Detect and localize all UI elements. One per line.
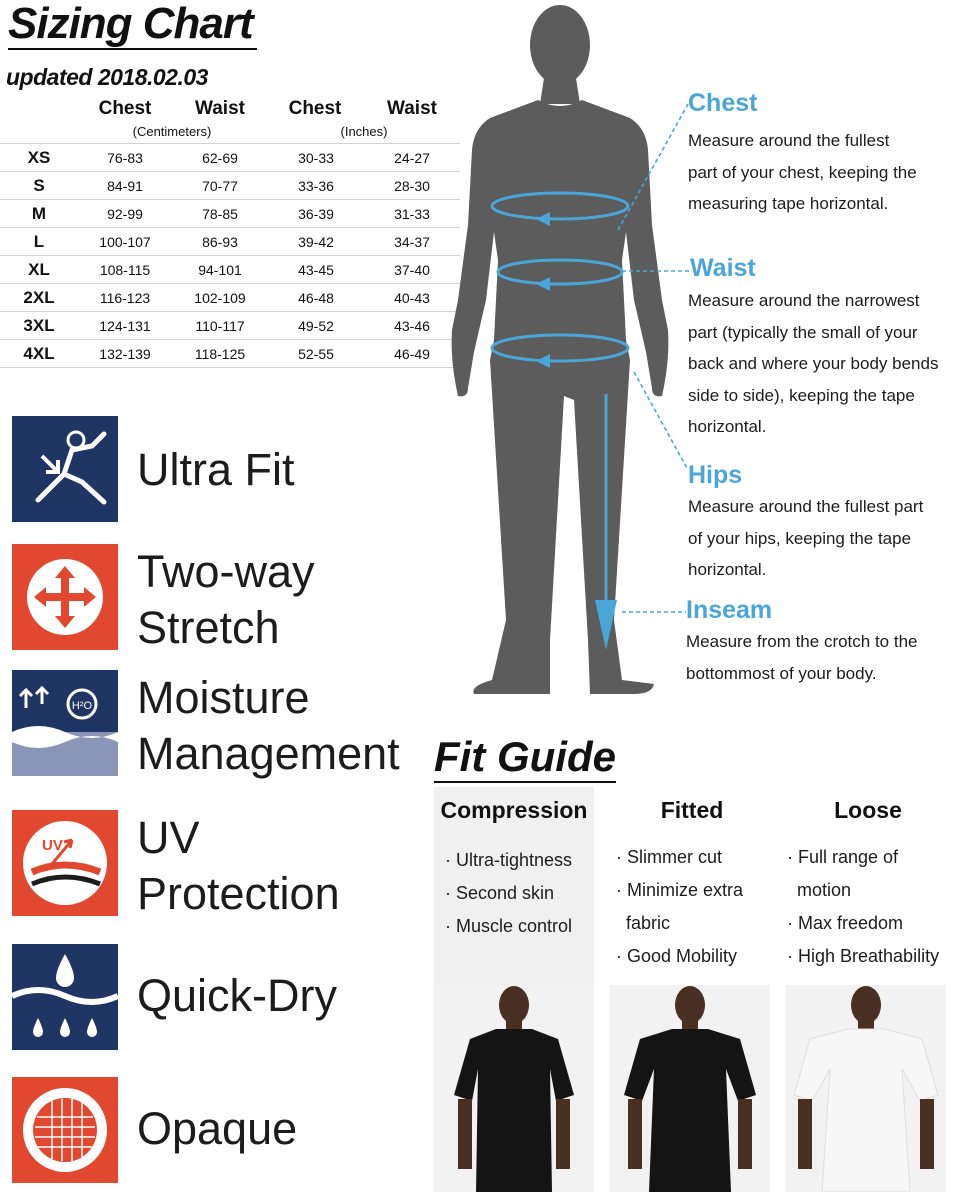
loose-bullets (787, 841, 939, 973)
size-row-xl (0, 256, 460, 284)
fit-bullet: · Full range of (787, 847, 899, 867)
waist-description: Measure around the narrowest part (typically the small of your back and where your body bends side to side), keeping the tape horizontal. (688, 291, 939, 436)
feature-label: Opaque (137, 1103, 298, 1154)
size-label: 3XL (0, 312, 78, 340)
size-label: L (0, 228, 78, 256)
in-chest-cell: 39-42 (268, 228, 364, 256)
model-shirt (794, 1029, 938, 1192)
cm-waist-cell: 86-93 (172, 228, 268, 256)
ultra-fit-icon (12, 416, 118, 522)
cm-chest-cell: 108-115 (78, 256, 172, 284)
h2o-icon-text: H²O (71, 700, 93, 712)
fit-bullet: · Max freedom (787, 913, 904, 933)
size-row-4xl (0, 340, 460, 368)
cm-waist-cell: 78-85 (172, 200, 268, 228)
in-chest-cell: 46-48 (268, 284, 364, 312)
uv-icon-text: UV (42, 837, 63, 854)
size-table (0, 143, 460, 368)
feature-label: Ultra Fit (137, 444, 295, 495)
sizing-chart-title: Sizing Chart (8, 0, 257, 50)
model-left-arm (628, 1099, 642, 1169)
header-chest-in: Chest (288, 98, 342, 119)
size-row-m (0, 200, 460, 228)
cm-waist-cell: 102-109 (172, 284, 268, 312)
waist-title: Waist (690, 254, 756, 282)
size-label: M (0, 200, 78, 228)
feature-label: Quick-Dry (137, 970, 337, 1021)
model-shirt (624, 1029, 756, 1192)
cm-waist-cell: 118-125 (172, 340, 268, 368)
cm-chest-cell: 116-123 (78, 284, 172, 312)
leader-lines (600, 90, 700, 630)
opaque-icon (12, 1077, 118, 1183)
fit-bullet: · Muscle control (445, 916, 573, 936)
cm-chest-cell: 92-99 (78, 200, 172, 228)
in-waist-cell: 37-40 (364, 256, 460, 284)
model-right-arm (920, 1099, 934, 1169)
hips-description: Measure around the fullest part of your hips, keeping the tape horizontal. (688, 497, 924, 579)
loose-model-photo (786, 985, 946, 1192)
cm-waist-cell: 62-69 (172, 144, 268, 172)
header-waist-cm: Waist (195, 98, 245, 119)
size-row-s (0, 172, 460, 200)
size-row-l (0, 228, 460, 256)
inseam-description: Measure from the crotch to the bottommost of your body. (686, 632, 918, 683)
in-waist-cell: 34-37 (364, 228, 460, 256)
size-row-xs (0, 144, 460, 172)
in-chest-cell: 36-39 (268, 200, 364, 228)
unit-centimeters: (Centimeters) (132, 124, 212, 139)
fitted-model-photo (610, 985, 770, 1192)
fit-bullet: · High Breathability (787, 946, 940, 966)
fit-compression-title: Compression (440, 797, 588, 823)
fit-bullet: fabric (616, 913, 671, 933)
fit-loose-title: Loose (834, 797, 902, 823)
size-label: S (0, 172, 78, 200)
updated-date: updated 2018.02.03 (6, 64, 208, 90)
size-row-2xl (0, 284, 460, 312)
in-chest-cell: 43-45 (268, 256, 364, 284)
fit-bullet: · Minimize extra (616, 880, 744, 900)
compression-model-photo (434, 985, 594, 1192)
in-waist-cell: 24-27 (364, 144, 460, 172)
hips-title: Hips (688, 461, 743, 489)
cm-chest-cell: 100-107 (78, 228, 172, 256)
model-head (851, 986, 881, 1024)
in-waist-cell: 43-46 (364, 312, 460, 340)
size-label: 2XL (0, 284, 78, 312)
two-way-stretch-icon (12, 544, 118, 650)
chest-title: Chest (688, 89, 758, 117)
moisture-management-icon (12, 670, 118, 776)
chest-description: Measure around the fullest part of your chest, keeping the measuring tape horizontal. (688, 131, 917, 213)
header-waist-in: Waist (387, 98, 437, 119)
cm-waist-cell: 110-117 (172, 312, 268, 340)
inseam-title: Inseam (686, 596, 773, 624)
fit-bullet: · Good Mobility (616, 946, 738, 966)
fit-guide-title: Fit Guide (434, 733, 616, 783)
in-chest-cell: 49-52 (268, 312, 364, 340)
compression-bullets (445, 844, 572, 943)
header-chest-cm: Chest (98, 98, 152, 119)
in-chest-cell: 33-36 (268, 172, 364, 200)
in-waist-cell: 31-33 (364, 200, 460, 228)
in-chest-cell: 52-55 (268, 340, 364, 368)
model-right-arm (738, 1099, 752, 1169)
in-waist-cell: 28-30 (364, 172, 460, 200)
feature-label: Two-way Stretch (137, 546, 315, 653)
quick-dry-icon (12, 944, 118, 1050)
feature-label: Moisture Management (137, 672, 400, 779)
cm-waist-cell: 70-77 (172, 172, 268, 200)
size-label: XS (0, 144, 78, 172)
uv-protection-icon (12, 810, 118, 916)
model-left-arm (798, 1099, 812, 1169)
size-label: 4XL (0, 340, 78, 368)
cm-chest-cell: 84-91 (78, 172, 172, 200)
fit-bullet: · Second skin (445, 883, 555, 903)
feature-label: UV Protection (137, 812, 340, 919)
cm-chest-cell: 132-139 (78, 340, 172, 368)
in-waist-cell: 40-43 (364, 284, 460, 312)
size-label: XL (0, 256, 78, 284)
size-row-3xl (0, 312, 460, 340)
model-head (675, 986, 705, 1024)
model-left-arm (458, 1099, 472, 1169)
fit-fitted-title: Fitted (660, 797, 724, 823)
unit-inches: (Inches) (340, 124, 388, 139)
cm-chest-cell: 76-83 (78, 144, 172, 172)
fitted-bullets (616, 841, 743, 973)
fit-bullet: · Ultra-tightness (445, 850, 573, 870)
fit-bullet: · Slimmer cut (616, 847, 723, 867)
fit-bullet: motion (787, 880, 852, 900)
model-right-arm (556, 1099, 570, 1169)
cm-waist-cell: 94-101 (172, 256, 268, 284)
model-head (499, 986, 529, 1024)
in-chest-cell: 30-33 (268, 144, 364, 172)
in-waist-cell: 46-49 (364, 340, 460, 368)
cm-chest-cell: 124-131 (78, 312, 172, 340)
